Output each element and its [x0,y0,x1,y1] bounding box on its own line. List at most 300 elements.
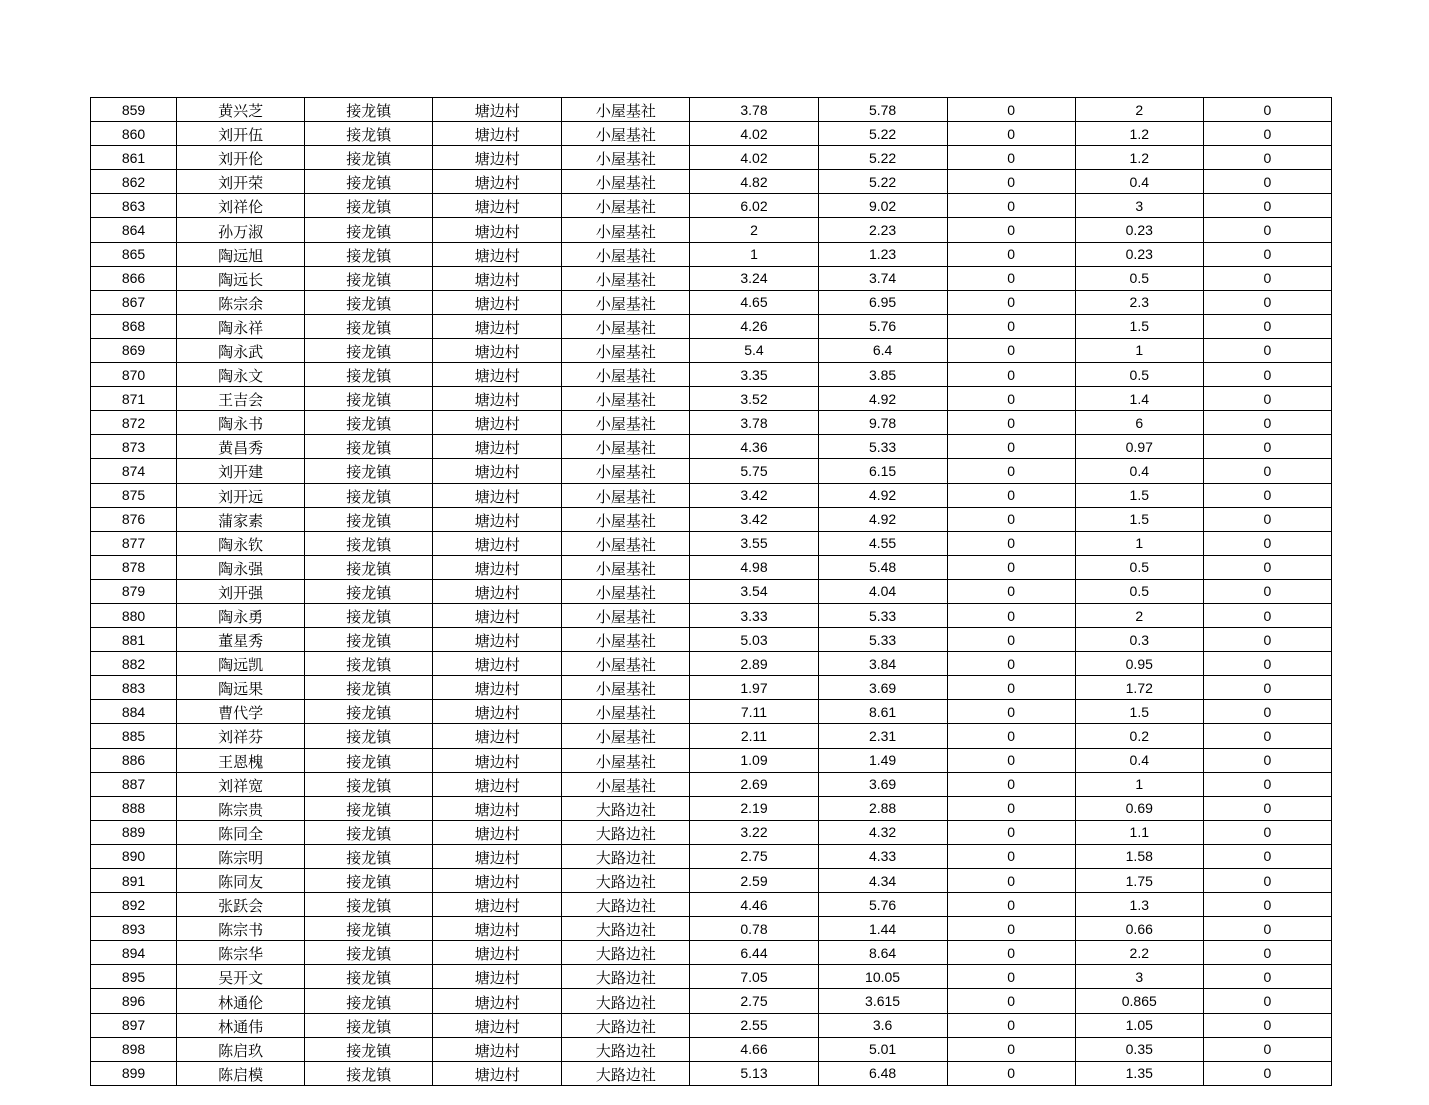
cell-v5: 0 [1203,387,1331,411]
cell-group: 大路边社 [562,917,690,941]
cell-town: 接龙镇 [305,507,433,531]
cell-v4: 1.05 [1075,1013,1203,1037]
cell-town: 接龙镇 [305,676,433,700]
cell-v3: 0 [947,266,1075,290]
cell-v1: 3.33 [690,603,818,627]
cell-name: 刘开建 [177,459,305,483]
cell-v2: 5.76 [818,314,947,338]
cell-name: 董星秀 [177,628,305,652]
cell-v3: 0 [947,652,1075,676]
cell-town: 接龙镇 [305,603,433,627]
cell-id: 880 [91,603,177,627]
cell-v4: 1.5 [1075,314,1203,338]
cell-v5: 0 [1203,555,1331,579]
cell-v1: 7.11 [690,700,818,724]
cell-village: 塘边村 [433,820,562,844]
cell-town: 接龙镇 [305,194,433,218]
table-body [91,98,1332,1086]
cell-v5: 0 [1203,194,1331,218]
table-row [91,242,1332,266]
cell-name: 刘开荣 [177,170,305,194]
cell-v1: 2 [690,218,818,242]
cell-name: 刘祥伦 [177,194,305,218]
cell-v5: 0 [1203,170,1331,194]
cell-v2: 5.33 [818,628,947,652]
cell-v4: 0.4 [1075,459,1203,483]
cell-id: 897 [91,1013,177,1037]
cell-name: 孙万淑 [177,218,305,242]
cell-name: 蒲家素 [177,507,305,531]
cell-name: 陶远长 [177,266,305,290]
cell-group: 小屋基社 [562,411,690,435]
cell-v1: 4.98 [690,555,818,579]
cell-group: 大路边社 [562,941,690,965]
cell-v2: 9.78 [818,411,947,435]
cell-v4: 0.23 [1075,242,1203,266]
cell-v1: 0.78 [690,917,818,941]
cell-v3: 0 [947,387,1075,411]
cell-v4: 1.35 [1075,1061,1203,1085]
table-row [91,387,1332,411]
cell-v5: 0 [1203,531,1331,555]
cell-v3: 0 [947,772,1075,796]
cell-name: 陈同友 [177,869,305,893]
cell-v1: 3.52 [690,387,818,411]
cell-id: 890 [91,844,177,868]
cell-v4: 1 [1075,531,1203,555]
cell-group: 小屋基社 [562,700,690,724]
cell-v3: 0 [947,98,1075,122]
cell-v2: 6.4 [818,338,947,362]
cell-id: 878 [91,555,177,579]
cell-village: 塘边村 [433,98,562,122]
cell-village: 塘边村 [433,917,562,941]
cell-v4: 3 [1075,965,1203,989]
cell-village: 塘边村 [433,989,562,1013]
cell-town: 接龙镇 [305,435,433,459]
cell-group: 小屋基社 [562,579,690,603]
cell-village: 塘边村 [433,387,562,411]
cell-v2: 5.33 [818,435,947,459]
cell-name: 陶永武 [177,338,305,362]
cell-village: 塘边村 [433,459,562,483]
cell-v5: 0 [1203,1061,1331,1085]
cell-name: 张跃会 [177,893,305,917]
cell-group: 小屋基社 [562,628,690,652]
cell-id: 869 [91,338,177,362]
cell-group: 小屋基社 [562,122,690,146]
cell-v5: 0 [1203,1013,1331,1037]
cell-town: 接龙镇 [305,772,433,796]
cell-v1: 4.66 [690,1037,818,1061]
cell-id: 866 [91,266,177,290]
cell-name: 陶永勇 [177,603,305,627]
table-row [91,724,1332,748]
cell-v1: 4.26 [690,314,818,338]
cell-v5: 0 [1203,989,1331,1013]
table-row [91,266,1332,290]
cell-town: 接龙镇 [305,363,433,387]
cell-town: 接龙镇 [305,411,433,435]
table-row [91,652,1332,676]
cell-v4: 0.5 [1075,555,1203,579]
cell-village: 塘边村 [433,266,562,290]
cell-group: 小屋基社 [562,387,690,411]
data-table [90,97,1332,1086]
cell-v4: 0.35 [1075,1037,1203,1061]
cell-id: 898 [91,1037,177,1061]
cell-v5: 0 [1203,603,1331,627]
cell-town: 接龙镇 [305,748,433,772]
cell-v1: 2.19 [690,796,818,820]
cell-v2: 2.23 [818,218,947,242]
table-row [91,146,1332,170]
table-row [91,218,1332,242]
cell-id: 867 [91,290,177,314]
cell-v1: 4.82 [690,170,818,194]
cell-town: 接龙镇 [305,459,433,483]
cell-id: 862 [91,170,177,194]
cell-v3: 0 [947,218,1075,242]
cell-v2: 8.61 [818,700,947,724]
cell-group: 小屋基社 [562,290,690,314]
cell-group: 大路边社 [562,1061,690,1085]
cell-name: 陶永钦 [177,531,305,555]
cell-v5: 0 [1203,98,1331,122]
cell-village: 塘边村 [433,363,562,387]
cell-v5: 0 [1203,218,1331,242]
cell-id: 863 [91,194,177,218]
cell-v1: 1.09 [690,748,818,772]
cell-v1: 6.44 [690,941,818,965]
cell-v2: 4.55 [818,531,947,555]
cell-v5: 0 [1203,146,1331,170]
cell-town: 接龙镇 [305,628,433,652]
cell-v3: 0 [947,122,1075,146]
cell-id: 865 [91,242,177,266]
cell-id: 888 [91,796,177,820]
cell-v3: 0 [947,242,1075,266]
cell-v5: 0 [1203,893,1331,917]
cell-group: 大路边社 [562,869,690,893]
cell-id: 860 [91,122,177,146]
cell-id: 876 [91,507,177,531]
cell-group: 小屋基社 [562,507,690,531]
cell-v3: 0 [947,700,1075,724]
cell-v3: 0 [947,338,1075,362]
cell-v4: 0.4 [1075,170,1203,194]
cell-v5: 0 [1203,435,1331,459]
cell-id: 884 [91,700,177,724]
cell-v2: 5.22 [818,122,947,146]
cell-id: 870 [91,363,177,387]
cell-v1: 3.22 [690,820,818,844]
table-row [91,122,1332,146]
cell-v1: 3.78 [690,411,818,435]
cell-v3: 0 [947,917,1075,941]
cell-id: 893 [91,917,177,941]
cell-town: 接龙镇 [305,170,433,194]
cell-group: 小屋基社 [562,652,690,676]
cell-name: 陶永书 [177,411,305,435]
cell-v3: 0 [947,941,1075,965]
cell-v1: 6.02 [690,194,818,218]
cell-village: 塘边村 [433,652,562,676]
cell-v2: 3.69 [818,676,947,700]
cell-group: 小屋基社 [562,724,690,748]
cell-v2: 8.64 [818,941,947,965]
table-row [91,411,1332,435]
cell-v5: 0 [1203,941,1331,965]
cell-name: 陶永强 [177,555,305,579]
cell-v2: 5.22 [818,170,947,194]
cell-v3: 0 [947,483,1075,507]
cell-v1: 4.02 [690,146,818,170]
cell-v3: 0 [947,748,1075,772]
cell-v2: 5.33 [818,603,947,627]
cell-id: 881 [91,628,177,652]
cell-village: 塘边村 [433,555,562,579]
cell-village: 塘边村 [433,1013,562,1037]
cell-village: 塘边村 [433,338,562,362]
cell-v3: 0 [947,579,1075,603]
cell-name: 黄兴芝 [177,98,305,122]
cell-town: 接龙镇 [305,579,433,603]
cell-v5: 0 [1203,314,1331,338]
cell-name: 陶远果 [177,676,305,700]
cell-v4: 0.865 [1075,989,1203,1013]
cell-id: 895 [91,965,177,989]
cell-v5: 0 [1203,1037,1331,1061]
table-row [91,893,1332,917]
cell-town: 接龙镇 [305,917,433,941]
cell-town: 接龙镇 [305,98,433,122]
cell-v5: 0 [1203,242,1331,266]
cell-v1: 2.69 [690,772,818,796]
cell-village: 塘边村 [433,748,562,772]
cell-village: 塘边村 [433,772,562,796]
cell-v4: 0.3 [1075,628,1203,652]
cell-village: 塘边村 [433,1061,562,1085]
cell-v5: 0 [1203,338,1331,362]
cell-v2: 9.02 [818,194,947,218]
cell-town: 接龙镇 [305,965,433,989]
cell-v1: 5.75 [690,459,818,483]
cell-v5: 0 [1203,122,1331,146]
cell-id: 861 [91,146,177,170]
cell-v4: 1.3 [1075,893,1203,917]
cell-id: 889 [91,820,177,844]
cell-v5: 0 [1203,700,1331,724]
table-row [91,869,1332,893]
cell-village: 塘边村 [433,507,562,531]
cell-group: 小屋基社 [562,748,690,772]
cell-id: 882 [91,652,177,676]
cell-v2: 4.33 [818,844,947,868]
cell-v4: 1.4 [1075,387,1203,411]
table-row [91,459,1332,483]
table-row [91,700,1332,724]
cell-id: 873 [91,435,177,459]
cell-group: 大路边社 [562,1013,690,1037]
cell-v4: 1.1 [1075,820,1203,844]
cell-id: 883 [91,676,177,700]
cell-v5: 0 [1203,363,1331,387]
cell-town: 接龙镇 [305,218,433,242]
cell-id: 868 [91,314,177,338]
cell-v4: 0.66 [1075,917,1203,941]
table-row [91,603,1332,627]
cell-group: 小屋基社 [562,435,690,459]
cell-group: 小屋基社 [562,772,690,796]
table-row [91,170,1332,194]
cell-v2: 4.34 [818,869,947,893]
cell-v2: 4.92 [818,387,947,411]
cell-id: 872 [91,411,177,435]
cell-v1: 4.46 [690,893,818,917]
cell-group: 小屋基社 [562,98,690,122]
cell-village: 塘边村 [433,483,562,507]
cell-name: 陈同全 [177,820,305,844]
cell-name: 陈宗书 [177,917,305,941]
cell-v3: 0 [947,603,1075,627]
table-row [91,507,1332,531]
cell-v5: 0 [1203,917,1331,941]
cell-id: 891 [91,869,177,893]
cell-group: 小屋基社 [562,459,690,483]
cell-v1: 4.02 [690,122,818,146]
cell-v4: 0.5 [1075,266,1203,290]
cell-v4: 0.5 [1075,363,1203,387]
table-row [91,844,1332,868]
cell-v2: 1.23 [818,242,947,266]
cell-v3: 0 [947,989,1075,1013]
cell-v1: 3.42 [690,507,818,531]
cell-v3: 0 [947,820,1075,844]
cell-village: 塘边村 [433,170,562,194]
cell-v5: 0 [1203,965,1331,989]
cell-name: 陶远凯 [177,652,305,676]
cell-group: 小屋基社 [562,170,690,194]
cell-name: 黄昌秀 [177,435,305,459]
cell-name: 刘祥芬 [177,724,305,748]
cell-id: 879 [91,579,177,603]
cell-village: 塘边村 [433,628,562,652]
cell-town: 接龙镇 [305,724,433,748]
cell-v1: 2.59 [690,869,818,893]
cell-v5: 0 [1203,628,1331,652]
cell-v3: 0 [947,314,1075,338]
cell-town: 接龙镇 [305,1013,433,1037]
cell-town: 接龙镇 [305,796,433,820]
cell-village: 塘边村 [433,314,562,338]
cell-town: 接龙镇 [305,1037,433,1061]
cell-village: 塘边村 [433,146,562,170]
cell-v5: 0 [1203,411,1331,435]
table-row [91,338,1332,362]
cell-v4: 2 [1075,603,1203,627]
cell-group: 小屋基社 [562,483,690,507]
cell-town: 接龙镇 [305,1061,433,1085]
cell-village: 塘边村 [433,700,562,724]
cell-group: 小屋基社 [562,242,690,266]
table-row [91,965,1332,989]
cell-town: 接龙镇 [305,122,433,146]
cell-v2: 10.05 [818,965,947,989]
cell-v4: 0.4 [1075,748,1203,772]
cell-v4: 0.23 [1075,218,1203,242]
cell-village: 塘边村 [433,531,562,555]
cell-id: 896 [91,989,177,1013]
cell-group: 小屋基社 [562,218,690,242]
cell-name: 刘祥宽 [177,772,305,796]
cell-v2: 4.92 [818,507,947,531]
cell-village: 塘边村 [433,603,562,627]
cell-v4: 1.5 [1075,507,1203,531]
cell-v1: 3.78 [690,98,818,122]
table-row [91,1061,1332,1085]
cell-village: 塘边村 [433,242,562,266]
cell-v3: 0 [947,507,1075,531]
cell-v1: 3.24 [690,266,818,290]
cell-name: 曹代学 [177,700,305,724]
cell-v3: 0 [947,965,1075,989]
cell-v4: 1.5 [1075,483,1203,507]
cell-id: 871 [91,387,177,411]
cell-v3: 0 [947,1013,1075,1037]
cell-name: 陈宗余 [177,290,305,314]
cell-v1: 3.35 [690,363,818,387]
cell-v1: 2.55 [690,1013,818,1037]
cell-id: 899 [91,1061,177,1085]
cell-name: 刘开远 [177,483,305,507]
cell-v2: 6.95 [818,290,947,314]
cell-v5: 0 [1203,796,1331,820]
cell-v1: 7.05 [690,965,818,989]
cell-v2: 4.04 [818,579,947,603]
cell-name: 吴开文 [177,965,305,989]
cell-v4: 1.2 [1075,122,1203,146]
cell-v2: 6.15 [818,459,947,483]
cell-name: 陈宗贵 [177,796,305,820]
cell-v3: 0 [947,531,1075,555]
table-row [91,290,1332,314]
cell-v5: 0 [1203,652,1331,676]
table-row [91,531,1332,555]
cell-v3: 0 [947,555,1075,579]
table-row [91,1037,1332,1061]
table-row [91,676,1332,700]
cell-v3: 0 [947,869,1075,893]
cell-village: 塘边村 [433,869,562,893]
cell-v2: 3.85 [818,363,947,387]
table-row [91,989,1332,1013]
cell-v2: 5.78 [818,98,947,122]
cell-v4: 0.97 [1075,435,1203,459]
cell-v4: 0.69 [1075,796,1203,820]
cell-v2: 3.84 [818,652,947,676]
cell-v5: 0 [1203,676,1331,700]
cell-village: 塘边村 [433,893,562,917]
cell-group: 小屋基社 [562,555,690,579]
cell-v4: 3 [1075,194,1203,218]
cell-v3: 0 [947,676,1075,700]
cell-id: 892 [91,893,177,917]
cell-id: 885 [91,724,177,748]
cell-village: 塘边村 [433,579,562,603]
cell-town: 接龙镇 [305,314,433,338]
cell-town: 接龙镇 [305,941,433,965]
